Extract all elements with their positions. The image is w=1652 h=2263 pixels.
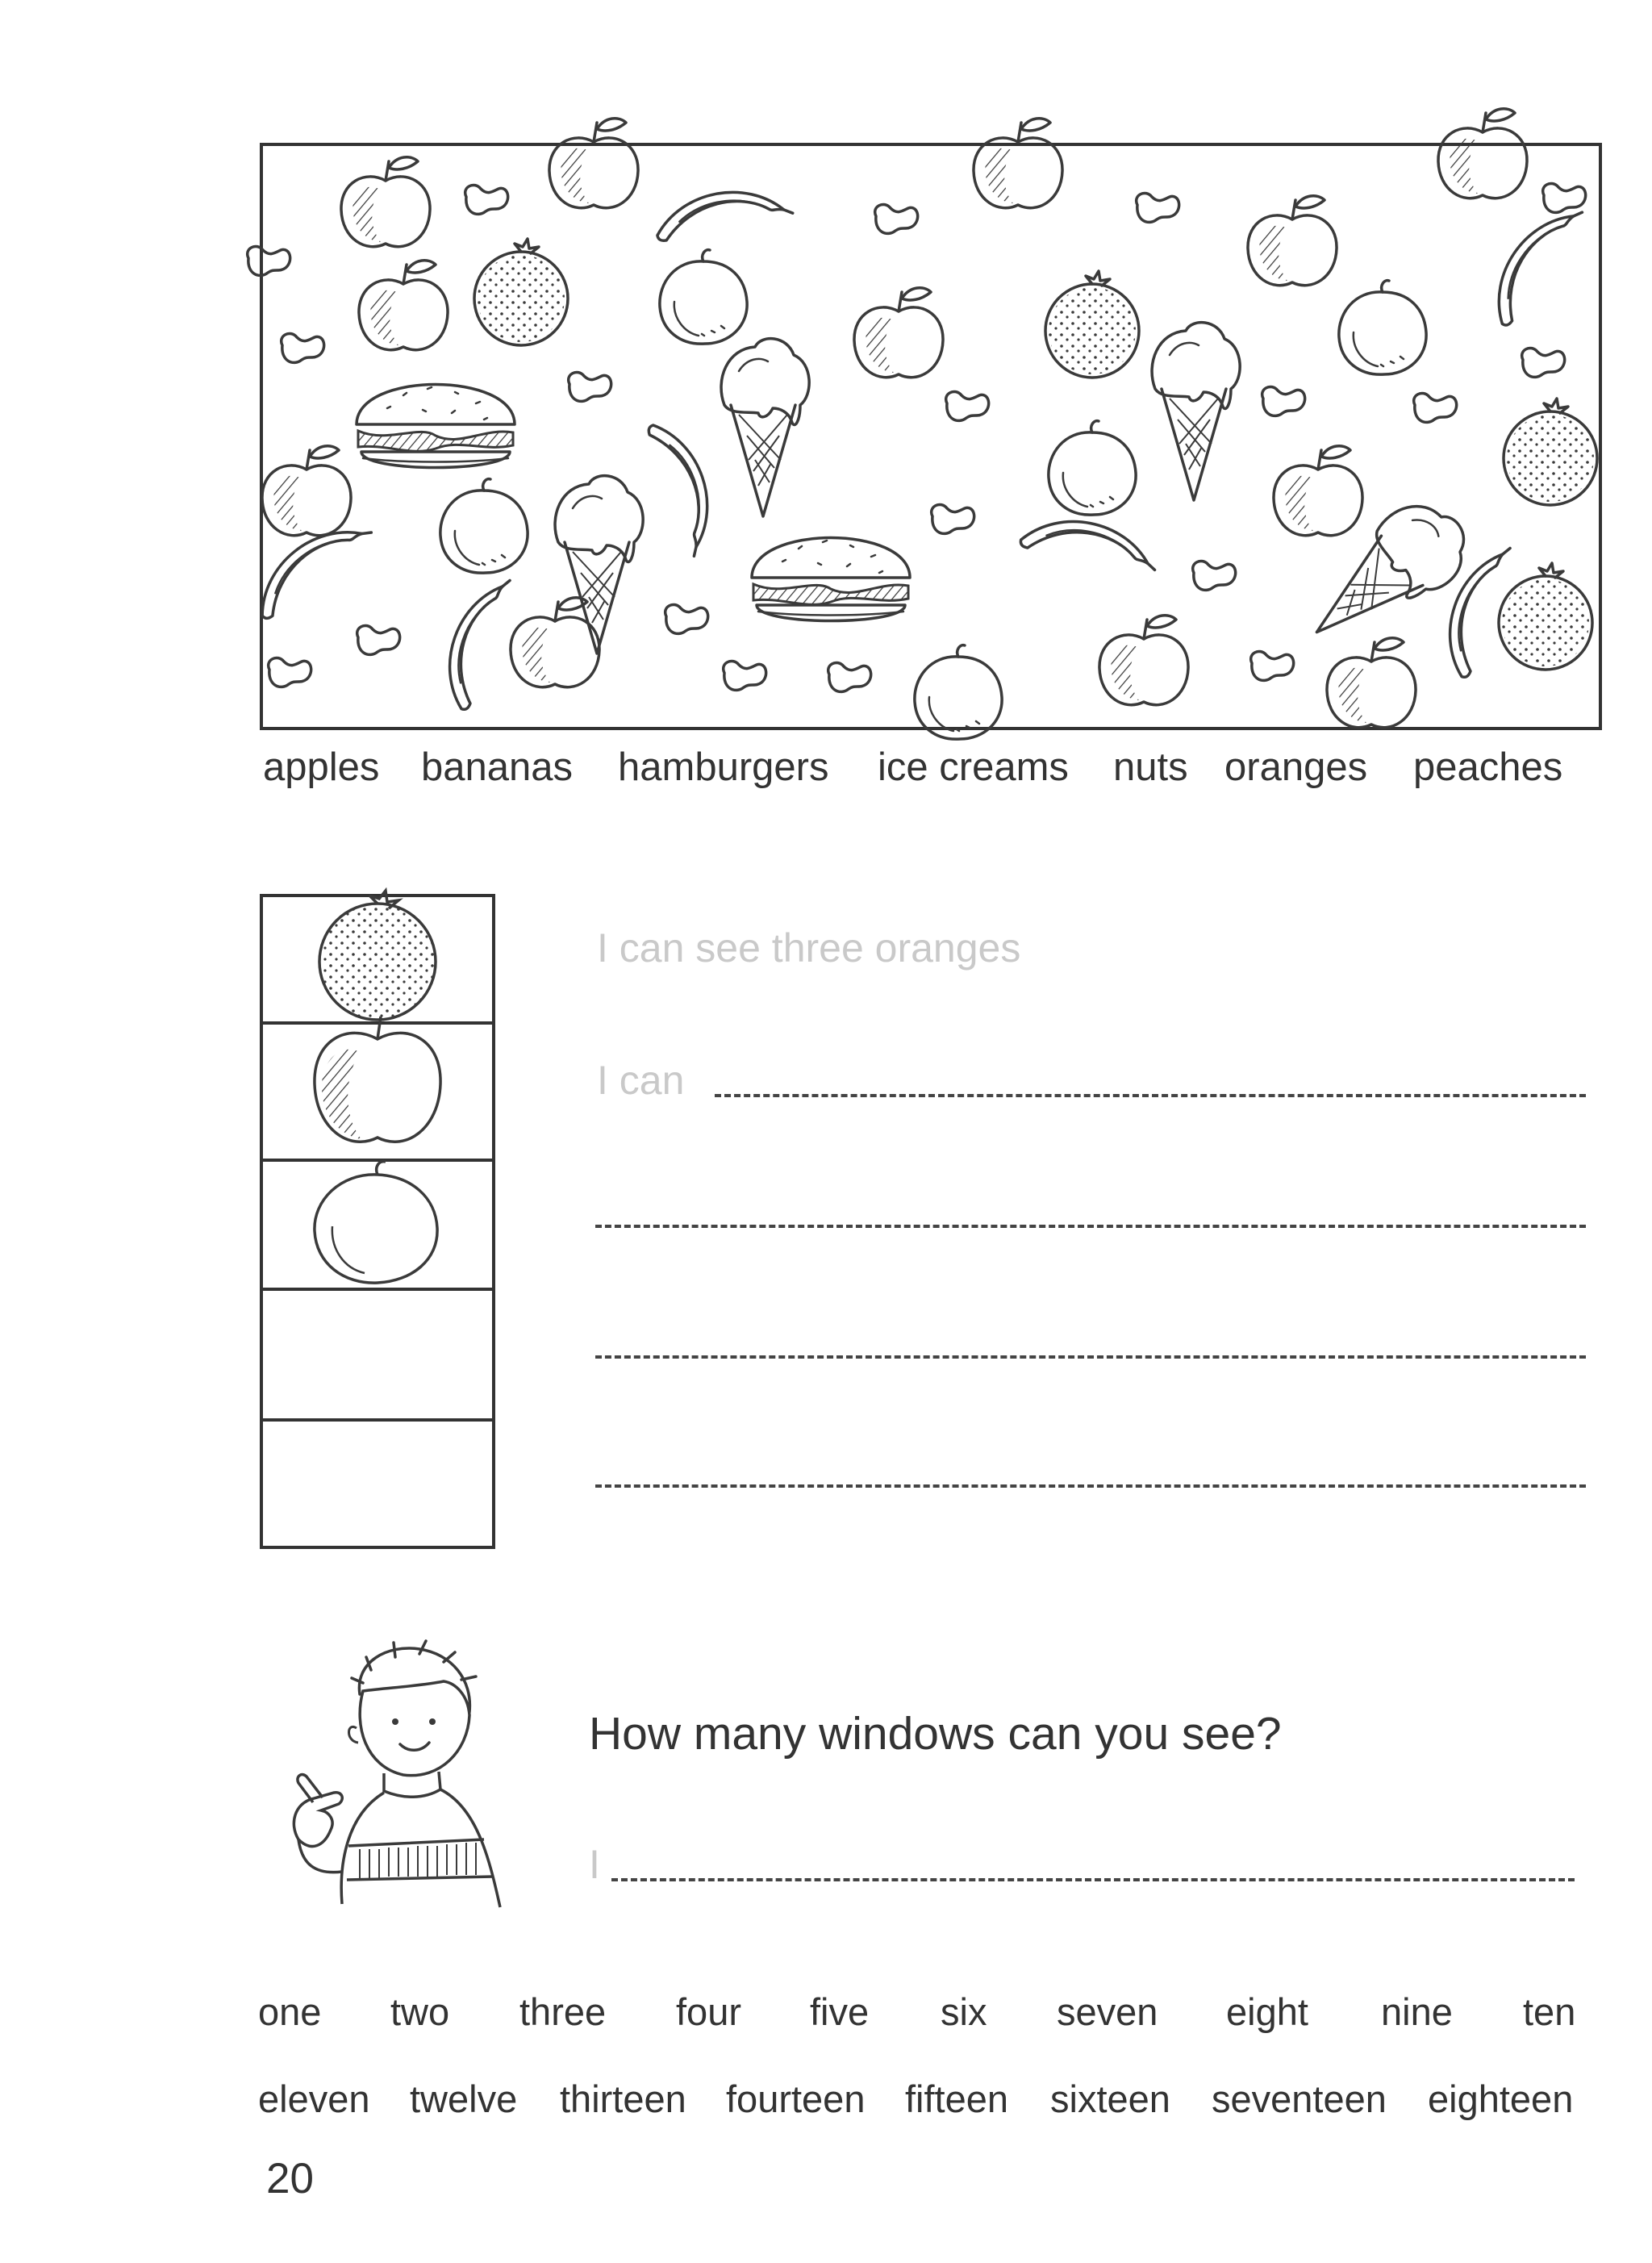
number-word-thirteen: thirteen	[560, 2077, 686, 2120]
number-word-fourteen: fourteen	[726, 2077, 866, 2120]
peach-icon	[315, 1162, 437, 1283]
writing-line-4[interactable]	[595, 1484, 1586, 1488]
answer-start-text: I	[589, 1842, 600, 1887]
number-word-two: two	[390, 1990, 450, 2033]
counting-column	[260, 894, 495, 1551]
number-word-five: five	[810, 1990, 870, 2033]
number-word-four: four	[676, 1990, 741, 2033]
number-word-ten: ten	[1523, 1990, 1576, 2033]
boy-pointing-illustration	[282, 1638, 516, 1912]
number-word-nine: nine	[1381, 1990, 1453, 2033]
food-word-nuts: nuts	[1113, 745, 1188, 789]
writing-line-3[interactable]	[595, 1355, 1586, 1359]
number-word-six: six	[941, 1990, 987, 2033]
number-word-seventeen: seventeen	[1212, 2077, 1387, 2120]
example-sentence: I can see three oranges	[597, 925, 1021, 971]
food-illustration	[0, 0, 1652, 742]
number-word-seven: seven	[1057, 1990, 1158, 2033]
number-word-one: one	[258, 1990, 322, 2033]
counting-boxes	[260, 894, 495, 1551]
number-word-twelve: twelve	[410, 2077, 518, 2120]
apple-icon	[315, 1017, 440, 1142]
food-word-oranges: oranges	[1224, 745, 1368, 789]
food-word-peaches: peaches	[1413, 745, 1563, 789]
writing-line-1[interactable]	[715, 1094, 1586, 1097]
number-word-eighteen: eighteen	[1428, 2077, 1574, 2120]
food-word-ice-creams: ice creams	[878, 745, 1069, 789]
food-picture	[0, 0, 1652, 742]
question-text: How many windows can you see?	[589, 1708, 1282, 1760]
line-start-text: I can	[597, 1058, 685, 1103]
writing-line-2[interactable]	[595, 1225, 1586, 1228]
boy-icon	[282, 1638, 516, 1912]
number-word-fifteen: fifteen	[905, 2077, 1009, 2120]
number-word-eleven: eleven	[258, 2077, 370, 2120]
page-number: 20	[266, 2155, 314, 2202]
food-word-bananas: bananas	[421, 745, 574, 789]
number-word-three: three	[519, 1990, 607, 2033]
number-word-eight: eight	[1226, 1990, 1308, 2033]
food-word-hamburgers: hamburgers	[618, 745, 829, 789]
food-word-apples: apples	[263, 745, 380, 789]
orange-icon	[319, 891, 436, 1020]
number-word-sixteen: sixteen	[1050, 2077, 1170, 2120]
answer-line[interactable]	[611, 1878, 1575, 1881]
